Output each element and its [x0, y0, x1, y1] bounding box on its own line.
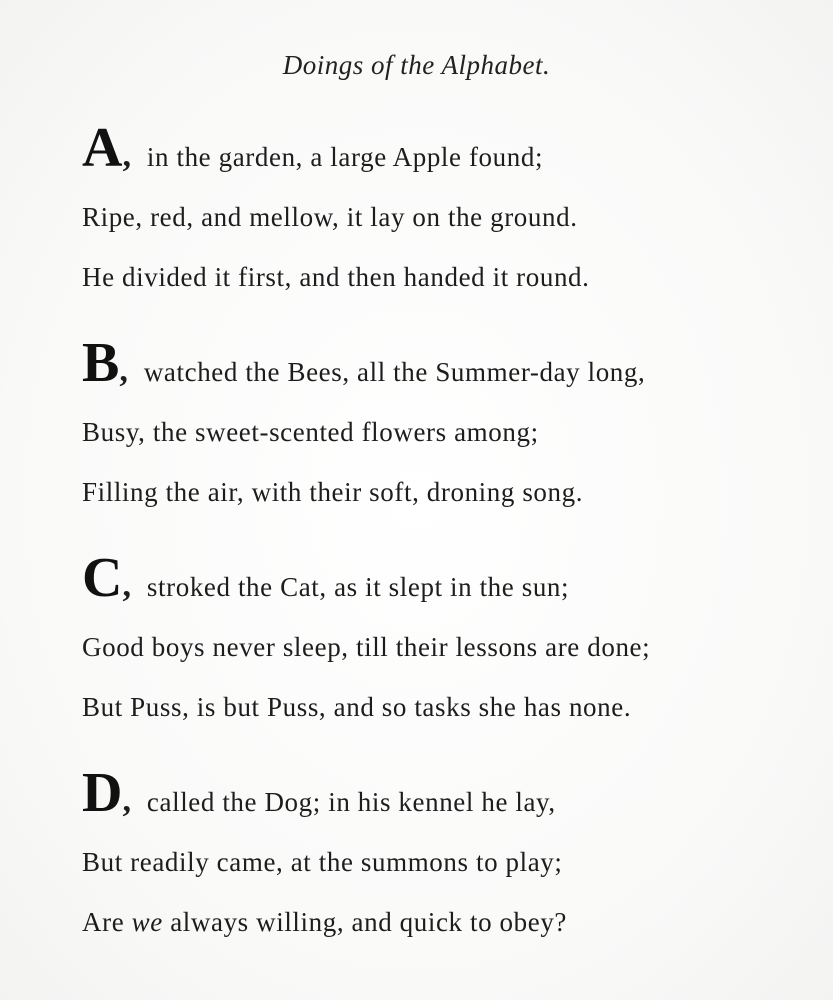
initial-punctuation: ,	[122, 567, 132, 604]
stanza-line	[82, 117, 544, 179]
initial-punctuation: ,	[122, 137, 132, 174]
stanza-line: But Puss, is but Puss, and so tasks she has none.	[82, 692, 632, 722]
stanza-line: Ripe, red, and mellow, it lay on the ground.	[82, 202, 578, 232]
stanza-line	[82, 762, 556, 824]
stanza-line: Filling the air, with their soft, droning song.	[82, 477, 584, 507]
stanza-first-line-text: in the garden, a large Apple found;	[146, 142, 544, 172]
drop-initial: A	[82, 117, 123, 179]
stanza-line: Busy, the sweet-scented flowers among;	[82, 417, 539, 447]
drop-initial: B	[82, 332, 120, 394]
stanza-line	[82, 332, 646, 394]
stanza-line: He divided it first, and then handed it round.	[82, 262, 590, 292]
drop-initial: D	[82, 762, 123, 824]
stanza-line: But readily came, at the summons to play;	[82, 847, 563, 877]
page-title: Doings of the Alphabet.	[282, 50, 551, 80]
stanza-first-line-text: called the Dog; in his kennel he lay,	[146, 787, 556, 817]
stanza-first-line-text: watched the Bees, all the Summer-day long,	[143, 357, 646, 387]
stanza-first-line-text: stroked the Cat, as it slept in the sun;	[146, 572, 570, 602]
emphasized-word: we	[131, 907, 163, 937]
stanza-line	[82, 907, 567, 938]
stanza-line: Good boys never sleep, till their lessons are done;	[82, 632, 651, 662]
stanza-line	[82, 547, 570, 609]
drop-initial: C	[82, 547, 123, 609]
initial-punctuation: ,	[119, 352, 129, 389]
initial-punctuation: ,	[122, 782, 132, 819]
line-text: Are	[82, 907, 125, 937]
line-text: always willing, and quick to obey?	[170, 907, 568, 937]
